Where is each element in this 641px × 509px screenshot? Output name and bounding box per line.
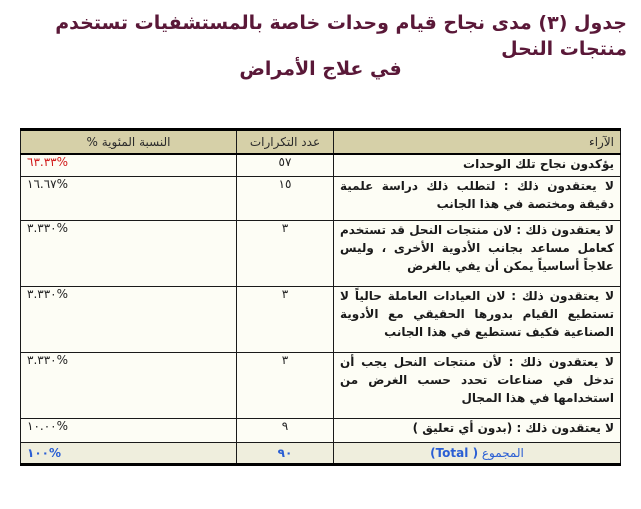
cell-opinion: لا يعتقدون ذلك : لان العيادات العاملة حالياً لا تستطيع القيام بدورها الحقيقي مع الأدوية الصناعية فكيف تستطيع في هذا الجانب [334, 286, 621, 352]
cell-count: ٣ [237, 286, 334, 352]
total-label [334, 442, 621, 464]
total-percent: %١٠٠ [21, 442, 237, 464]
table-title: جدول (٣) مدى نجاح قيام وحدات خاصة بالمستشفيات تستخدم منتجات النحل [55, 12, 627, 60]
cell-opinion: لا يعتقدون ذلك : (بدون أي تعليق ) [334, 418, 621, 442]
cell-opinion: لا يعتقدون ذلك : لأن منتجات النحل يجب أن تدخل في صناعات تحدد حسب الغرض من استخدامها في هذا المجال [334, 352, 621, 418]
table-subtitle: في علاج الأمراض [239, 58, 402, 80]
cell-opinion: يؤكدون نجاح تلك الوحدات [334, 154, 621, 176]
table-header-row [21, 130, 621, 155]
cell-opinion: لا يعتقدون ذلك : لتطلب ذلك دراسة علمية دقيقة ومختصة في هذا الجانب [334, 176, 621, 220]
table-row [21, 352, 621, 418]
cell-percent: %٣.٣٣٠ [21, 352, 237, 418]
header-count: عدد التكرارات [237, 130, 334, 155]
total-label-ar: المجموع [481, 445, 524, 460]
total-row [21, 442, 621, 464]
cell-count: ١٥ [237, 176, 334, 220]
table-row [21, 418, 621, 442]
cell-percent: %٣.٣٣٠ [21, 286, 237, 352]
cell-percent: %٦٣.٣٣ [21, 154, 237, 176]
table-body [21, 154, 621, 464]
total-label-en: ( Total) [430, 445, 479, 460]
total-count: ٩٠ [237, 442, 334, 464]
cell-count: ٣ [237, 352, 334, 418]
cell-percent: %٣.٣٣٠ [21, 220, 237, 286]
data-table [20, 128, 621, 466]
table-row [21, 154, 621, 176]
cell-opinion: لا يعتقدون ذلك : لان منتجات النحل قد تستخدم كعامل مساعد بجانب الأدوية الأخرى ، وليس علاجاً أساسياً يمكن أن يفي بالغرض [334, 220, 621, 286]
cell-percent: %١٠.٠٠ [21, 418, 237, 442]
header-opinion: الآراء [334, 130, 621, 155]
cell-count: ٩ [237, 418, 334, 442]
table-row [21, 286, 621, 352]
table-row [21, 220, 621, 286]
cell-count: ٥٧ [237, 154, 334, 176]
cell-count: ٣ [237, 220, 334, 286]
header-percent: النسبة المئوية % [21, 130, 237, 155]
table-row [21, 176, 621, 220]
cell-percent: %١٦.٦٧ [21, 176, 237, 220]
